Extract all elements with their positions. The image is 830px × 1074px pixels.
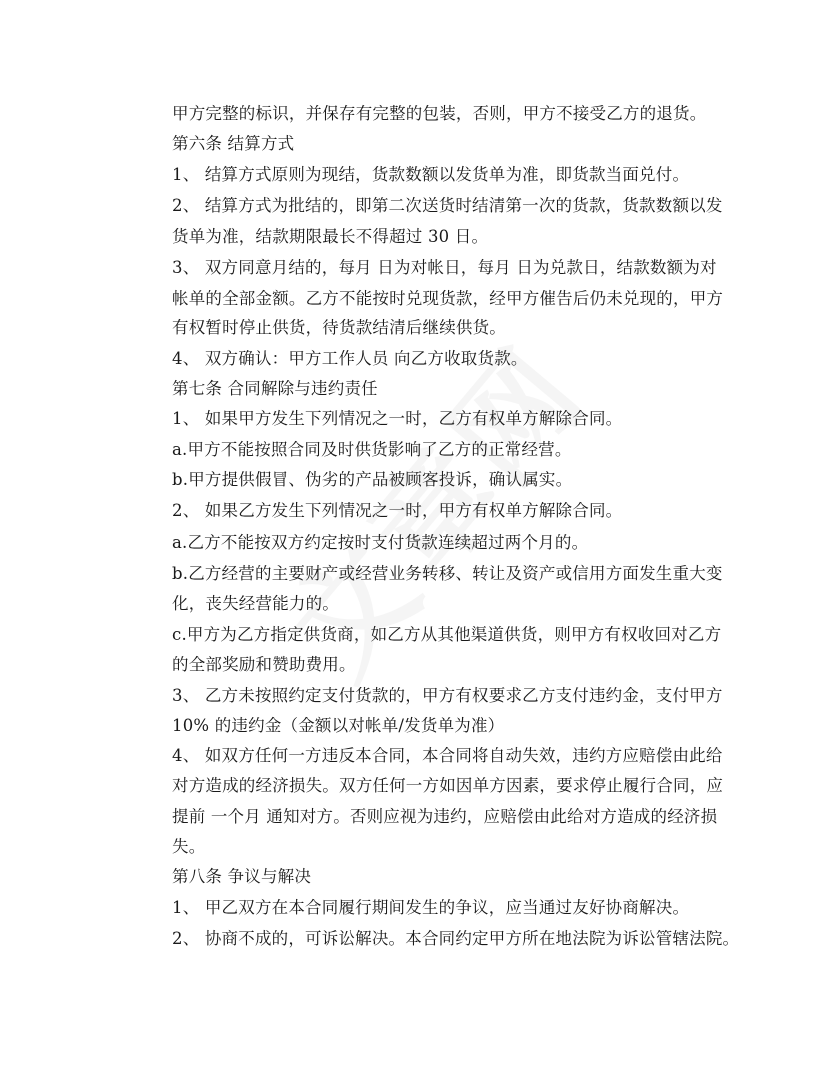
paragraph-line: 货单为准，结款期限最长不得超过 30 日。 <box>172 227 489 246</box>
paragraph-line: 10% 的违约金（金额以对帐单/发货单为准） <box>172 716 505 735</box>
paragraph-line: a.甲方不能按照合同及时供货影响了乙方的正常经营。 <box>172 440 572 459</box>
paragraph-line: 甲方完整的标识，并保存有完整的包装，否则，甲方不接受乙方的退货。 <box>172 104 707 123</box>
paragraph-line: 帐单的全部金额。乙方不能按时兑现货款，经甲方催告后仍未兑现的，甲方 <box>172 289 724 308</box>
paragraph-line: 1、 如果甲方发生下列情况之一时，乙方有权单方解除合同。 <box>172 409 623 428</box>
paragraph-line: 失。 <box>172 837 206 856</box>
paragraph-line: c.甲方为乙方指定供货商，如乙方从其他渠道供货，则甲方有权收回对乙方 <box>172 625 722 644</box>
section-heading: 第六条 结算方式 <box>172 134 295 153</box>
paragraph-line: 提前 一个月 通知对方。否则应视为违约，应赔偿由此给对方造成的经济损 <box>172 807 718 826</box>
paragraph-line: 3、 乙方未按照约定支付货款的，甲方有权要求乙方支付违约金，支付甲方 <box>172 686 723 705</box>
paragraph-line: 化，丧失经营能力的。 <box>172 594 339 613</box>
paragraph-line: 4、 双方确认：甲方工作人员 向乙方收取货款。 <box>172 349 528 368</box>
paragraph-line: 1、 结算方式原则为现结，货款数额以发货单为准，即货款当面兑付。 <box>172 165 690 184</box>
paragraph-line: 2、 协商不成的，可诉讼解决。本合同约定甲方所在地法院为诉讼管辖法院。 <box>172 929 740 948</box>
paragraph-line: a.乙方不能按双方约定按时支付货款连续超过两个月的。 <box>172 533 589 552</box>
paragraph-line: 4、 如双方任何一方违反本合同，本合同将自动失效，违约方应赔偿由此给 <box>172 746 723 765</box>
paragraph-line: 的全部奖励和赞助费用。 <box>172 655 356 674</box>
section-heading: 第七条 合同解除与违约责任 <box>172 379 378 398</box>
paragraph-line: 有权暂时停止供货，待货款结清后继续供货。 <box>172 318 506 337</box>
section-heading: 第八条 争议与解决 <box>172 867 312 886</box>
paragraph-line: 2、 如果乙方发生下列情况之一时，甲方有权单方解除合同。 <box>172 501 623 520</box>
paragraph-line: 2、 结算方式为批结的，即第二次送货时结清第一次的货款，货款数额以发 <box>172 196 723 215</box>
paragraph-line: b.甲方提供假冒、伪劣的产品被顾客投诉，确认属实。 <box>172 470 573 489</box>
paragraph-line: 3、 双方同意月结的，每月 日为对帐日，每月 日为兑款日，结款数额为对 <box>172 258 717 277</box>
paragraph-line: 对方造成的经济损失。双方任何一方如因单方因素，要求停止履行合同，应 <box>172 776 724 795</box>
paragraph-line: 1、 甲乙双方在本合同履行期间发生的争议，应当通过友好协商解决。 <box>172 898 690 917</box>
paragraph-line: b.乙方经营的主要财产或经营业务转移、转让及资产或信用方面发生重大变 <box>172 564 723 583</box>
